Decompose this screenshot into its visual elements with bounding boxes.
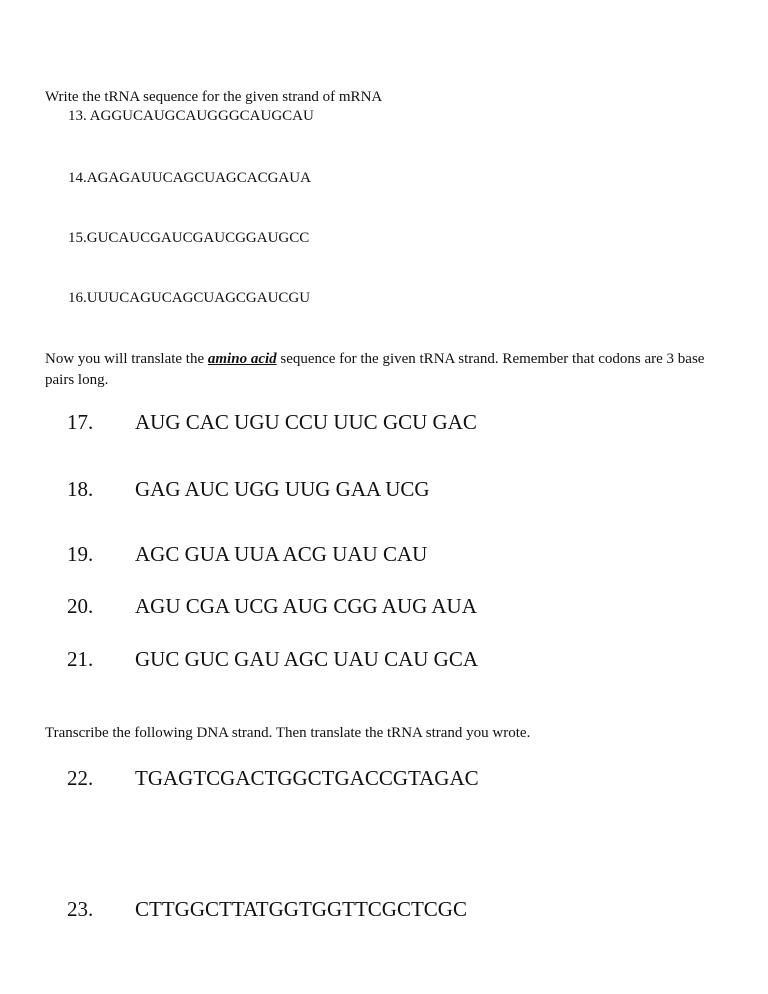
- codon-sequence: GAG AUC UGG UUG GAA UCG: [135, 477, 430, 501]
- amino-acid-emphasis: amino acid: [207, 351, 277, 367]
- mrna-item-16: 16.UUUCAGUCAGCUAGCGAUCGU: [68, 290, 311, 306]
- dna-sequence: CTTGGCTTATGGTGGTTCGCTCGC: [135, 897, 467, 921]
- section1-instruction: Write the tRNA sequence for the given strand of mRNA: [45, 89, 383, 105]
- item-number: 19.: [67, 542, 94, 566]
- item-number: 17.: [67, 410, 94, 434]
- section3-instruction: Transcribe the following DNA strand. Then translate the tRNA strand you wrote.: [45, 725, 531, 741]
- mrna-item-15: 15.GUCAUCGAUCGAUCGGAUGCC: [68, 230, 310, 246]
- codon-sequence: AGU CGA UCG AUG CGG AUG AUA: [135, 594, 477, 618]
- item-number: 18.: [67, 477, 94, 501]
- item-number: 22.: [67, 766, 94, 790]
- section2-instruction: [45, 349, 735, 391]
- mrna-item-13: 13. AGGUCAUGCAUGGGCAUGCAU: [68, 108, 314, 124]
- item-number: 23.: [67, 897, 94, 921]
- mrna-item-14: 14.AGAGAUUCAGCUAGCACGAUA: [68, 170, 311, 186]
- section2-instruction-before: Now you will translate the: [45, 351, 208, 367]
- item-number: 20.: [67, 594, 94, 618]
- codon-sequence: AUG CAC UGU CCU UUC GCU GAC: [135, 410, 477, 434]
- codon-sequence: AGC GUA UUA ACG UAU CAU: [135, 542, 428, 566]
- item-number: 21.: [67, 647, 94, 671]
- dna-sequence: TGAGTCGACTGGCTGACCGTAGAC: [135, 766, 479, 790]
- section2-instruction-after: sequence for the given tRNA strand. Remember that codons are 3 base pairs long.: [45, 351, 705, 388]
- codon-sequence: GUC GUC GAU AGC UAU CAU GCA: [135, 647, 479, 671]
